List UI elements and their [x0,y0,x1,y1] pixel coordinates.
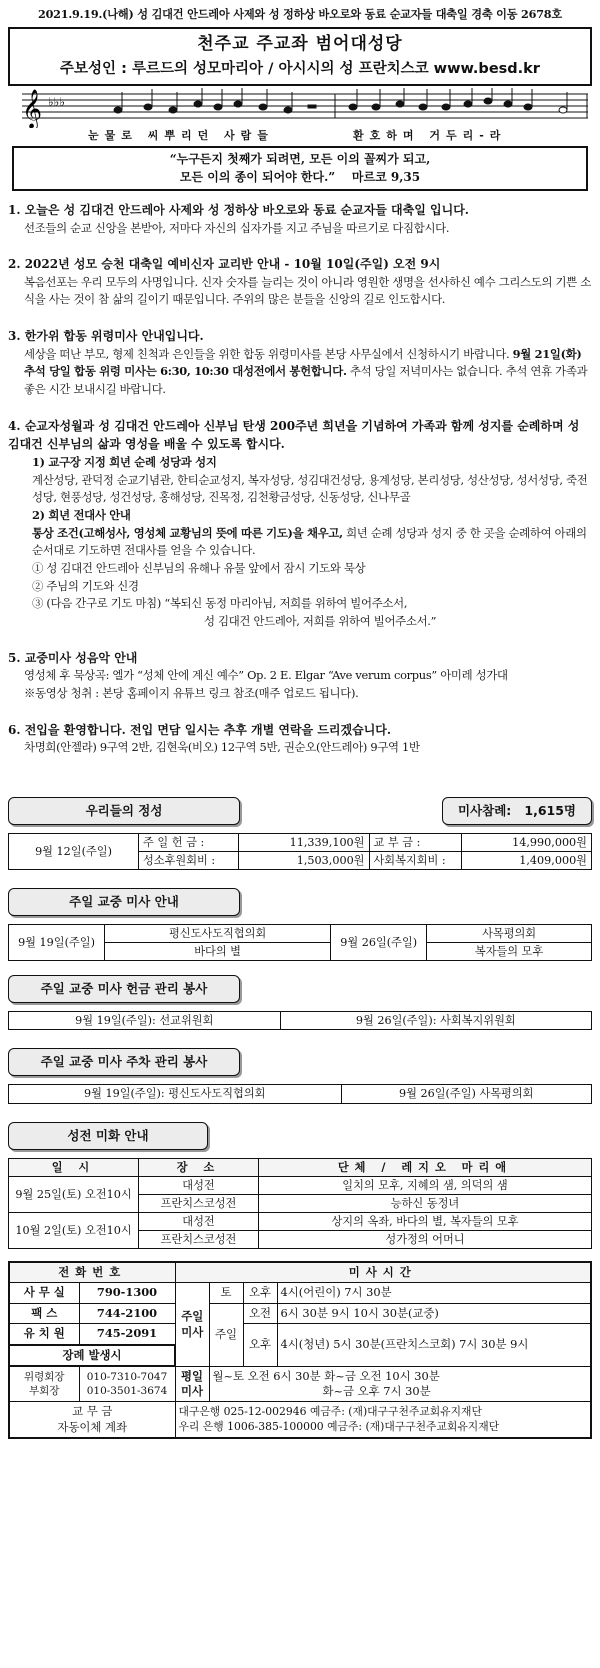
prayer-step: ② 주님의 기도와 신경 [32,578,139,593]
pm-label: 오후 [243,1324,277,1366]
attendance-label: 미사참례: [458,802,512,818]
parking-title: 주일 교중 미사 주차 관리 봉사 [8,1048,240,1076]
clean-group: 일치의 모후, 지혜의 샘, 의덕의 샘 [259,1176,592,1194]
bank-label-1: 교 무 금 [72,1404,113,1419]
cleaning-title: 성전 미화 안내 [8,1122,208,1150]
church-title: 천주교 주교좌 범어대성당 [197,34,403,55]
notice-title: 2. 2022년 성모 승천 대축일 예비신자 교리반 안내 - 10월 10일(주일) 오전 9시 [8,257,441,272]
prayer-step-cont: 성 김대건 안드레아, 저희를 위하여 빌어주소서.” [204,614,437,628]
sunday-mass-label: 주일 미사 [175,1283,209,1366]
collection-title: 주일 교중 미사 헌금 관리 봉사 [8,975,240,1003]
parking-cell: 9월 26일(주일) 사목평의회 [341,1085,591,1103]
pilgrimage-list: 계산성당, 관덕정 순교기념관, 한티순교성지, 복자성당, 성김대건성당, 용계성당, 본리성당, 성산성당, 성서성당, 죽전성당, 현풍성당, 성건성당, 홍해성당, 진목정, 김천황금성당, 신동성당, 신나무골 [32,472,588,505]
notice-title: 6. 전입을 환영합니다. 전입 면담 일시는 추후 개별 연락을 드리겠습니다. [8,722,392,737]
notice-title: 1. 오늘은 성 김대건 안드레아 사제와 성 정하상 바오로와 동료 순교자들 대축일 입니다. [8,202,469,217]
weekday-mass [209,1366,591,1402]
collection-table [8,1011,592,1030]
guide-group: 복자들의 모후 [427,943,592,961]
quote-line-1: “누구든지 첫째가 되려면, 모든 이의 꼴찌가 되고, [169,152,431,167]
clean-date: 9월 25일(토) 오전10시 [9,1176,139,1212]
weekday-line-2: 화~금 오후 7시 30분 [322,1383,431,1398]
notice-body: 차명희(안젤라) 9구역 2반, 김현욱(비오) 12구역 5반, 권순오(안드레아) 9구역 1반 [24,740,420,755]
clean-group: 능하신 동정녀 [259,1194,592,1212]
funeral-phone-1: 010-7310-7047 [86,1371,168,1383]
guide-group: 평신도사도직협의회 [105,925,331,943]
notice-2 [8,255,592,309]
condition-text: 희년 순례 성당과 성지 중 한 곳을 순례하여 아래의 순서대로 기도하면 전대사를 얻을 수 있습니다. [32,525,587,558]
fax-label: 팩 스 [9,1303,79,1323]
parking-cell: 9월 19일(주일): 평신도사도직협의회 [9,1085,342,1103]
notice-body: 복음선포는 우리 모두의 사명입니다. 신자 숫자를 늘리는 것이 아니라 영원한 생명을 선사하신 예수 그리스도의 기쁜 소식을 사는 것이 참 삶의 길이기 때문입니다. 주위의 많은 분들을 신앙의 길로 인도합시다. [24,274,591,307]
notice-text: 추석 당일 저녁미사는 없습니다. 추석 연휴 가족과 좋은 시간 보내시길 바랍니다. [24,364,588,397]
collection-cell: 9월 26일(주일): 사회복지위원회 [280,1012,591,1030]
notice-5 [8,649,592,703]
am-label: 오전 [243,1303,277,1323]
funeral-role [9,1366,79,1402]
offering-title: 우리들의 정성 [8,797,240,825]
offering-table [8,833,592,870]
phone-header: 전화번호 [9,1262,175,1283]
svg-text:𝄞: 𝄞 [22,89,43,129]
condition-bold: 통상 조건(고해성사, 영성체 교황님의 뜻에 따른 기도)을 채우고, [32,525,343,540]
notice-4 [8,417,592,631]
mass-header: 미사시간 [175,1262,591,1283]
mass-guide-title: 주일 교중 미사 안내 [8,888,240,916]
svg-text:♭♭♭: ♭♭♭ [48,95,65,110]
attendance-value: 1,615명 [524,802,576,818]
notice-subtitle: 1) 교구장 지정 희년 순례 성당과 성지 [32,454,217,469]
cleaning-table [8,1158,592,1250]
kinder-label: 유 치 원 [9,1324,79,1345]
notice-6 [8,721,592,757]
clean-place: 프란치스코성전 [139,1194,259,1212]
fax-number: 744-2100 [79,1303,175,1323]
cell-value: 14,990,000원 [461,833,592,851]
funeral-header: 장례 발생시 [9,1345,175,1366]
bank-label-2: 자동이체 계좌 [57,1419,128,1434]
sat-time: 오후 [243,1283,277,1303]
sat-label: 토 [209,1283,243,1303]
cell-label: 주 일 헌 금 : [139,833,239,851]
offering-date: 9월 12일(주일) [9,833,139,869]
notice-body [8,346,592,399]
indulgence-condition [24,525,592,560]
hymn-staff [8,88,592,144]
col-header: 장 소 [139,1158,259,1176]
mass-guide-table [8,924,592,961]
quote-ref: 마르코 9,35 [351,169,421,184]
offering-header [8,797,592,825]
patron-line: 주보성인 : 루르드의 성모마리아 / 아시시의 성 프란치스코 www.besd.kr [60,60,540,77]
clean-date: 10월 2일(토) 오전10시 [9,1212,139,1248]
bank-accounts [175,1402,591,1438]
pm-mass: 4시(청년) 5시 30분(프란치스코회) 7시 30분 9시 [277,1324,591,1366]
music-staff-image [8,88,592,128]
notice-3 [8,327,592,399]
scripture-quote [12,146,588,191]
bank-account-1: 대구은행 025-12-002946 예금주: (재)대구구천주교회유지재단 [178,1405,482,1419]
funeral-role-1: 위령회장 [23,1371,65,1383]
sun-label: 주일 [209,1303,243,1366]
cell-label: 교 부 금 : [369,833,461,851]
notice-title: 5. 교중미사 성음악 안내 [8,650,138,665]
quote-line-2: 모든 이의 종이 되어야 한다.” [179,169,336,184]
bank-label [9,1402,175,1438]
col-header: 일 시 [9,1158,139,1176]
clean-place: 프란치스코성전 [139,1230,259,1248]
prayer-step: ① 성 김대건 안드레아 신부님의 유해나 유물 앞에서 잠시 기도와 묵상 [32,560,366,575]
notice-subtitle: 2) 희년 전대사 안내 [32,507,131,522]
office-phone: 790-1300 [79,1283,175,1303]
banner [8,27,592,86]
notice-title: 4. 순교자성월과 성 김대건 안드레아 신부님 탄생 200주년 희년을 기념하여 가족과 함께 성지를 순례하며 성 김대건 신부님의 삶과 영성을 배울 수 있도록 합시다. [8,418,580,452]
notice-highlight: 9월 21일(화) 추석 당일 합동 위령 미사는 6:30, 10:30 대성전에서 봉헌합니다. [24,346,582,379]
cell-value: 11,339,100원 [239,833,370,851]
notice-body: 선조들의 순교 신앙을 본받아, 저마다 자신의 십자가를 지고 주님을 따르기로 다짐합시다. [24,220,450,235]
office-label: 사 무 실 [9,1283,79,1303]
notice-title: 3. 한가위 합동 위령미사 안내입니다. [8,329,204,344]
info-table [8,1261,592,1439]
notice-body: 영성체 후 묵상곡: 엘가 “성체 안에 계신 예수” Op. 2 E. Elgar “Ave verum corpus” 아미레 성가대 [24,668,508,683]
guide-date: 9월 26일(주일) [331,925,427,961]
lyric-line-1: 눈물로 씨뿌리던 사람들 [88,129,274,143]
notice-text: 세상을 떠난 부모, 형제 친척과 은인들을 위한 합동 위령미사를 본당 사무실에서 신청하시기 바랍니다. [24,346,510,361]
prayer-step: ③ (다음 간구로 기도 마침) “복되신 동정 마리아님, 저희를 위하여 빌어주소서, [32,596,408,611]
cell-value: 1,503,000원 [239,851,370,869]
sat-mass: 4시(어린이) 7시 30분 [277,1283,591,1303]
guide-group: 사목평의회 [427,925,592,943]
notice-note: ※동영상 청취 : 본당 홈페이지 유튜브 링크 참조(매주 업로드 됩니다). [24,685,359,700]
collection-cell: 9월 19일(주일): 선교위원회 [9,1012,281,1030]
kinder-phone: 745-2091 [79,1324,175,1345]
cell-value: 1,409,000원 [461,851,592,869]
issue-line: 2021.9.19.(나해) 성 김대건 안드레아 사제와 성 정하상 바오로와 동료 순교자들 대축일 경축 이동 2678호 [38,7,562,21]
lyric-line-2: 환호하며 거두리-라 [353,129,507,143]
guide-group: 바다의 별 [105,943,331,961]
weekday-line-1: 월~토 오전 6시 30분 화~금 오전 10시 30분 [212,1368,440,1383]
clean-place: 대성전 [139,1176,259,1194]
weekday-mass-label: 평일 미사 [175,1366,209,1402]
funeral-phone-2: 010-3501-3674 [86,1385,168,1398]
parking-table [8,1084,592,1103]
col-header: 단체 / 레지오 마리애 [259,1158,592,1176]
clean-group: 상지의 옥좌, 바다의 별, 복자들의 모후 [259,1212,592,1230]
am-mass: 6시 30분 9시 10시 30분(교중) [277,1303,591,1323]
cell-label: 사회복지회비 : [369,851,461,869]
clean-group: 성가정의 어머니 [259,1230,592,1248]
guide-date: 9월 19일(주일) [9,925,105,961]
clean-place: 대성전 [139,1212,259,1230]
funeral-phones [79,1366,175,1402]
bank-account-2: 우리 은행 1006-385-100000 예금주: (재)대구구천주교회유지재단 [178,1419,500,1433]
funeral-role-2: 부회장 [29,1385,60,1398]
notice-1 [8,201,592,237]
cell-label: 성소후원회비 : [139,851,239,869]
attendance-badge [442,797,592,825]
